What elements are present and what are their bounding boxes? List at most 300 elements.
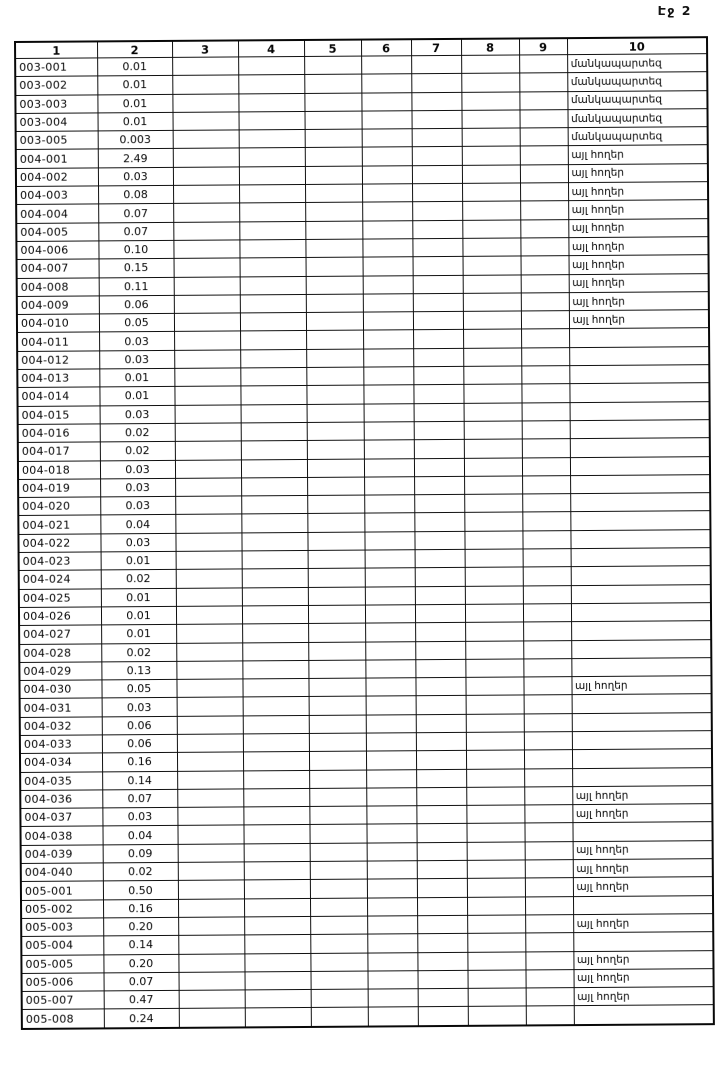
cell-col8-empty bbox=[461, 55, 519, 74]
cell-col8-empty bbox=[462, 146, 520, 165]
cell-col7-empty bbox=[415, 604, 465, 623]
cell-col5-empty bbox=[305, 239, 362, 258]
cell-col5-empty bbox=[310, 953, 367, 972]
cell-area-value: 0.01 bbox=[98, 112, 173, 131]
cell-area-value: 0.15 bbox=[99, 259, 174, 278]
cell-col9-empty bbox=[524, 750, 572, 769]
cell-parcel-code: 004-033 bbox=[20, 735, 102, 754]
cell-col6-empty bbox=[366, 733, 416, 752]
cell-parcel-code: 003-005 bbox=[16, 131, 98, 150]
cell-col3-empty bbox=[173, 130, 239, 149]
column-header-10: 10 bbox=[567, 37, 707, 54]
cell-col7-empty bbox=[414, 531, 464, 550]
cell-col9-empty bbox=[520, 164, 568, 183]
cell-land-use-note bbox=[572, 749, 712, 768]
cell-land-use-note bbox=[571, 548, 711, 567]
cell-col8-empty bbox=[464, 494, 522, 513]
cell-col6-empty bbox=[365, 586, 415, 605]
cell-col9-empty bbox=[522, 512, 570, 531]
cell-col7-empty bbox=[414, 494, 464, 513]
cell-col5-empty bbox=[307, 477, 364, 496]
cell-col8-empty bbox=[462, 220, 520, 239]
cell-col4-empty bbox=[243, 807, 309, 826]
cell-col6-empty bbox=[365, 568, 415, 587]
cell-col7-empty bbox=[417, 952, 467, 971]
cell-col5-empty bbox=[310, 898, 367, 917]
cell-col5-empty bbox=[305, 148, 362, 167]
cell-col6-empty bbox=[366, 769, 416, 788]
column-header-2: 2 bbox=[97, 41, 172, 58]
cell-col9-empty bbox=[521, 311, 569, 330]
cell-col4-empty bbox=[243, 770, 309, 789]
cell-col8-empty bbox=[465, 586, 523, 605]
cell-col4-empty bbox=[244, 935, 310, 954]
cell-col7-empty bbox=[414, 458, 464, 477]
cell-col5-empty bbox=[311, 1007, 368, 1026]
cell-col3-empty bbox=[176, 551, 242, 570]
cell-area-value: 0.01 bbox=[101, 606, 176, 625]
cell-col5-empty bbox=[310, 843, 367, 862]
cell-parcel-code: 004-016 bbox=[18, 424, 100, 443]
cell-col8-empty bbox=[462, 201, 520, 220]
cell-col5-empty bbox=[308, 642, 365, 661]
table-row bbox=[22, 1005, 714, 1029]
cell-col7-empty bbox=[415, 623, 465, 642]
cell-col5-empty bbox=[307, 513, 364, 532]
cell-col9-empty bbox=[522, 475, 570, 494]
cell-col5-empty bbox=[308, 678, 365, 697]
cell-col3-empty bbox=[172, 94, 238, 113]
column-header-4: 4 bbox=[238, 40, 304, 57]
cell-col4-empty bbox=[243, 752, 309, 771]
cell-col4-empty bbox=[245, 990, 311, 1009]
cell-col8-empty bbox=[466, 769, 524, 788]
cell-col9-empty bbox=[520, 201, 568, 220]
cell-col5-empty bbox=[308, 605, 365, 624]
cell-land-use-note: այլ հողեր bbox=[568, 182, 708, 201]
cell-col5-empty bbox=[308, 660, 365, 679]
cell-col9-empty bbox=[522, 494, 570, 513]
cell-col6-empty bbox=[361, 111, 411, 130]
cell-col4-empty bbox=[239, 166, 305, 185]
cell-col6-empty bbox=[361, 74, 411, 93]
cell-col9-empty bbox=[525, 951, 573, 970]
cell-col7-empty bbox=[412, 220, 462, 239]
cell-col5-empty bbox=[307, 440, 364, 459]
cell-col6-empty bbox=[364, 458, 414, 477]
cell-land-use-note bbox=[570, 456, 710, 475]
cell-col8-empty bbox=[465, 659, 523, 678]
cell-area-value: 0.04 bbox=[100, 515, 175, 534]
cell-col4-empty bbox=[239, 221, 305, 240]
cell-area-value: 0.05 bbox=[101, 679, 176, 698]
cell-col9-empty bbox=[520, 238, 568, 257]
cell-area-value: 0.03 bbox=[102, 698, 177, 717]
cell-parcel-code: 004-010 bbox=[17, 314, 99, 333]
cell-col8-empty bbox=[468, 1006, 526, 1025]
cell-col8-empty bbox=[467, 878, 525, 897]
cell-col4-empty bbox=[241, 477, 307, 496]
cell-col5-empty bbox=[307, 532, 364, 551]
cell-col3-empty bbox=[177, 734, 243, 753]
cell-land-use-note bbox=[572, 712, 712, 731]
cell-col3-empty bbox=[175, 478, 241, 497]
cell-col3-empty bbox=[173, 203, 239, 222]
column-header-7: 7 bbox=[411, 39, 461, 56]
cell-area-value: 2.49 bbox=[98, 149, 173, 168]
cell-col5-empty bbox=[306, 312, 363, 331]
cell-col9-empty bbox=[525, 969, 573, 988]
cell-col9-empty bbox=[520, 128, 568, 147]
cell-col4-empty bbox=[244, 916, 310, 935]
cell-parcel-code: 004-001 bbox=[16, 149, 98, 168]
cell-col6-empty bbox=[366, 751, 416, 770]
cell-parcel-code: 004-040 bbox=[21, 863, 103, 882]
cell-area-value: 0.01 bbox=[101, 625, 176, 644]
cell-col4-empty bbox=[243, 697, 309, 716]
cell-col5-empty bbox=[309, 806, 366, 825]
cell-col4-empty bbox=[240, 313, 306, 332]
cell-area-value: 0.20 bbox=[103, 917, 178, 936]
cell-col7-empty bbox=[414, 476, 464, 495]
cell-col3-empty bbox=[173, 112, 239, 131]
cell-col7-empty bbox=[412, 183, 462, 202]
cell-col9-empty bbox=[519, 91, 567, 110]
cell-col5-empty bbox=[305, 202, 362, 221]
cell-area-value: 0.16 bbox=[103, 899, 178, 918]
cell-col8-empty bbox=[463, 311, 521, 330]
cell-col9-empty bbox=[525, 841, 573, 860]
cell-area-value: 0.03 bbox=[100, 478, 175, 497]
cell-col8-empty bbox=[467, 933, 525, 952]
cell-col5-empty bbox=[304, 111, 361, 130]
cell-col3-empty bbox=[172, 57, 238, 76]
cell-parcel-code: 004-029 bbox=[19, 662, 101, 681]
cell-col4-empty bbox=[242, 605, 308, 624]
cell-col3-empty bbox=[173, 240, 239, 259]
cell-col7-empty bbox=[416, 696, 466, 715]
cell-parcel-code: 004-039 bbox=[21, 845, 103, 864]
cell-col4-empty bbox=[241, 422, 307, 441]
cell-col6-empty bbox=[363, 348, 413, 367]
cell-col6-empty bbox=[366, 788, 416, 807]
cell-col7-empty bbox=[414, 421, 464, 440]
cell-land-use-note bbox=[569, 383, 709, 402]
cell-land-use-note: մանկապարտեզ bbox=[567, 72, 707, 91]
cell-col3-empty bbox=[179, 972, 245, 991]
cell-col7-empty bbox=[415, 568, 465, 587]
cell-area-value: 0.02 bbox=[100, 442, 175, 461]
cell-land-use-note: այլ հողեր bbox=[573, 840, 713, 859]
cell-col3-empty bbox=[174, 331, 240, 350]
cell-col4-empty bbox=[240, 349, 306, 368]
cell-col8-empty bbox=[467, 915, 525, 934]
cell-area-value: 0.01 bbox=[97, 76, 172, 95]
cell-col3-empty bbox=[174, 350, 240, 369]
cell-area-value: 0.02 bbox=[100, 423, 175, 442]
cell-land-use-note bbox=[570, 493, 710, 512]
cell-col4-empty bbox=[241, 532, 307, 551]
cell-col4-empty bbox=[245, 1008, 311, 1027]
cell-col9-empty bbox=[526, 1006, 574, 1025]
cell-col6-empty bbox=[367, 861, 417, 880]
cell-col6-empty bbox=[368, 989, 418, 1008]
cell-area-value: 0.03 bbox=[99, 350, 174, 369]
cell-col4-empty bbox=[239, 130, 305, 149]
cell-col6-empty bbox=[362, 239, 412, 258]
cell-col7-empty bbox=[416, 714, 466, 733]
cell-col8-empty bbox=[463, 256, 521, 275]
cell-col3-empty bbox=[177, 770, 243, 789]
cell-col3-empty bbox=[175, 423, 241, 442]
cell-col4-empty bbox=[239, 148, 305, 167]
cell-col3-empty bbox=[174, 276, 240, 295]
cell-col6-empty bbox=[365, 605, 415, 624]
cell-col4-empty bbox=[240, 386, 306, 405]
cell-col9-empty bbox=[524, 805, 572, 824]
cell-land-use-note: այլ հողեր bbox=[573, 877, 713, 896]
cell-col5-empty bbox=[307, 495, 364, 514]
cell-parcel-code: 005-006 bbox=[22, 973, 104, 992]
cell-col6-empty bbox=[365, 550, 415, 569]
cell-col5-empty bbox=[311, 989, 368, 1008]
cell-col7-empty bbox=[412, 238, 462, 257]
cell-col3-empty bbox=[175, 405, 241, 424]
cell-parcel-code: 004-023 bbox=[19, 552, 101, 571]
cell-col3-empty bbox=[178, 862, 244, 881]
cell-area-value: 0.03 bbox=[100, 405, 175, 424]
cell-col7-empty bbox=[417, 897, 467, 916]
cell-col9-empty bbox=[521, 384, 569, 403]
cell-parcel-code: 004-024 bbox=[19, 570, 101, 589]
cell-col4-empty bbox=[242, 550, 308, 569]
cell-area-value: 0.01 bbox=[97, 57, 172, 76]
cell-col4-empty bbox=[239, 239, 305, 258]
cell-col7-empty bbox=[411, 74, 461, 93]
cell-parcel-code: 004-002 bbox=[16, 168, 98, 187]
cell-col6-empty bbox=[367, 897, 417, 916]
cell-col5-empty bbox=[308, 623, 365, 642]
cell-col3-empty bbox=[173, 148, 239, 167]
cell-col4-empty bbox=[242, 642, 308, 661]
cell-parcel-code: 005-007 bbox=[22, 991, 104, 1010]
cell-col4-empty bbox=[242, 660, 308, 679]
cell-col5-empty bbox=[309, 715, 366, 734]
column-header-6: 6 bbox=[361, 39, 411, 56]
cell-parcel-code: 004-020 bbox=[18, 497, 100, 516]
cell-land-use-note: այլ հողեր bbox=[573, 914, 713, 933]
cell-col9-empty bbox=[524, 695, 572, 714]
cell-area-value: 0.06 bbox=[102, 716, 177, 735]
cell-land-use-note: այլ հողեր bbox=[573, 950, 713, 969]
cell-parcel-code: 004-032 bbox=[20, 717, 102, 736]
cell-col7-empty bbox=[415, 549, 465, 568]
cell-area-value: 0.08 bbox=[98, 185, 173, 204]
cell-col4-empty bbox=[242, 624, 308, 643]
cell-land-use-note: այլ հողեր bbox=[569, 273, 709, 292]
cell-col6-empty bbox=[365, 641, 415, 660]
cell-col8-empty bbox=[461, 73, 519, 92]
cell-parcel-code: 004-006 bbox=[16, 241, 98, 260]
cell-col7-empty bbox=[416, 787, 466, 806]
cell-col8-empty bbox=[464, 512, 522, 531]
cell-col6-empty bbox=[363, 294, 413, 313]
cell-land-use-note bbox=[570, 511, 710, 530]
cell-parcel-code: 004-005 bbox=[16, 223, 98, 242]
cell-col9-empty bbox=[520, 219, 568, 238]
cell-col6-empty bbox=[363, 257, 413, 276]
cell-col5-empty bbox=[309, 788, 366, 807]
cell-parcel-code: 004-031 bbox=[20, 698, 102, 717]
cell-col7-empty bbox=[412, 202, 462, 221]
cell-col6-empty bbox=[367, 934, 417, 953]
cell-parcel-code: 004-011 bbox=[17, 332, 99, 351]
cell-col3-empty bbox=[173, 185, 239, 204]
column-header-5: 5 bbox=[304, 40, 361, 57]
cell-col9-empty bbox=[519, 110, 567, 129]
cell-col6-empty bbox=[362, 184, 412, 203]
cell-col6-empty bbox=[366, 696, 416, 715]
cell-col7-empty bbox=[412, 129, 462, 148]
cell-col5-empty bbox=[307, 459, 364, 478]
cell-col5-empty bbox=[306, 385, 363, 404]
cell-col6-empty bbox=[363, 275, 413, 294]
cell-col7-empty bbox=[416, 732, 466, 751]
cell-col4-empty bbox=[240, 276, 306, 295]
cell-col4-empty bbox=[241, 514, 307, 533]
cell-col6-empty bbox=[364, 513, 414, 532]
land-parcel-table bbox=[14, 36, 715, 1030]
cell-col6-empty bbox=[367, 952, 417, 971]
cell-col5-empty bbox=[310, 861, 367, 880]
cell-col9-empty bbox=[524, 823, 572, 842]
cell-land-use-note bbox=[571, 621, 711, 640]
cell-area-value: 0.07 bbox=[104, 972, 179, 991]
cell-land-use-note: այլ հողեր bbox=[568, 237, 708, 256]
cell-col3-empty bbox=[175, 496, 241, 515]
cell-land-use-note bbox=[570, 420, 710, 439]
cell-col7-empty bbox=[413, 293, 463, 312]
cell-col7-empty bbox=[411, 110, 461, 129]
cell-land-use-note bbox=[571, 566, 711, 585]
column-header-3: 3 bbox=[172, 40, 238, 57]
cell-parcel-code: 004-027 bbox=[19, 625, 101, 644]
cell-col3-empty bbox=[179, 990, 245, 1009]
cell-col3-empty bbox=[177, 807, 243, 826]
cell-col3-empty bbox=[176, 588, 242, 607]
cell-col9-empty bbox=[523, 604, 571, 623]
cell-col9-empty bbox=[521, 329, 569, 348]
cell-col7-empty bbox=[418, 1007, 468, 1026]
cell-area-value: 0.01 bbox=[101, 551, 176, 570]
cell-area-value: 0.16 bbox=[102, 753, 177, 772]
cell-col7-empty bbox=[413, 348, 463, 367]
cell-col4-empty bbox=[244, 843, 310, 862]
cell-area-value: 0.03 bbox=[102, 808, 177, 827]
cell-col7-empty bbox=[412, 147, 462, 166]
cell-area-value: 0.47 bbox=[104, 991, 179, 1010]
cell-land-use-note bbox=[571, 584, 711, 603]
cell-col5-empty bbox=[308, 568, 365, 587]
cell-col7-empty bbox=[416, 824, 466, 843]
cell-land-use-note: մանկապարտեզ bbox=[567, 54, 707, 73]
cell-col3-empty bbox=[177, 752, 243, 771]
cell-col4-empty bbox=[238, 93, 304, 112]
cell-land-use-note: այլ հողեր bbox=[573, 968, 713, 987]
cell-col9-empty bbox=[524, 768, 572, 787]
cell-land-use-note: այլ հողեր bbox=[573, 859, 713, 878]
cell-area-value: 0.11 bbox=[99, 277, 174, 296]
cell-parcel-code: 004-028 bbox=[19, 643, 101, 662]
cell-col3-empty bbox=[176, 642, 242, 661]
cell-col3-empty bbox=[175, 514, 241, 533]
cell-area-value: 0.03 bbox=[100, 497, 175, 516]
cell-land-use-note: այլ հողեր bbox=[568, 218, 708, 237]
cell-col9-empty bbox=[523, 549, 571, 568]
cell-col8-empty bbox=[466, 750, 524, 769]
cell-parcel-code: 004-030 bbox=[19, 680, 101, 699]
cell-col7-empty bbox=[416, 806, 466, 825]
cell-parcel-code: 005-005 bbox=[21, 954, 103, 973]
cell-col6-empty bbox=[363, 312, 413, 331]
cell-area-value: 0.03 bbox=[100, 460, 175, 479]
cell-col6-empty bbox=[363, 330, 413, 349]
cell-col3-empty bbox=[179, 1008, 245, 1027]
cell-area-value: 0.05 bbox=[99, 314, 174, 333]
cell-col9-empty bbox=[519, 73, 567, 92]
cell-col4-empty bbox=[238, 75, 304, 94]
cell-col8-empty bbox=[465, 677, 523, 696]
cell-area-value: 0.01 bbox=[101, 588, 176, 607]
cell-land-use-note bbox=[572, 694, 712, 713]
cell-col4-empty bbox=[243, 733, 309, 752]
cell-land-use-note: այլ հողեր bbox=[569, 255, 709, 274]
cell-col9-empty bbox=[521, 366, 569, 385]
cell-col7-empty bbox=[417, 934, 467, 953]
cell-parcel-code: 004-018 bbox=[18, 460, 100, 479]
cell-area-value: 0.07 bbox=[102, 789, 177, 808]
cell-land-use-note bbox=[570, 438, 710, 457]
column-header-9: 9 bbox=[519, 38, 567, 55]
cell-parcel-code: 004-013 bbox=[17, 369, 99, 388]
cell-col8-empty bbox=[466, 823, 524, 842]
cell-parcel-code: 004-025 bbox=[19, 589, 101, 608]
cell-col9-empty bbox=[522, 402, 570, 421]
cell-parcel-code: 004-022 bbox=[18, 534, 100, 553]
cell-col5-empty bbox=[306, 367, 363, 386]
cell-land-use-note bbox=[572, 767, 712, 786]
cell-col7-empty bbox=[411, 92, 461, 111]
cell-parcel-code: 005-001 bbox=[21, 881, 103, 900]
cell-col5-empty bbox=[308, 550, 365, 569]
cell-col3-empty bbox=[177, 697, 243, 716]
cell-col4-empty bbox=[242, 679, 308, 698]
cell-col7-empty bbox=[417, 842, 467, 861]
cell-col8-empty bbox=[466, 805, 524, 824]
cell-col8-empty bbox=[463, 293, 521, 312]
cell-col6-empty bbox=[365, 623, 415, 642]
cell-col9-empty bbox=[521, 274, 569, 293]
cell-col7-empty bbox=[413, 312, 463, 331]
cell-parcel-code: 005-002 bbox=[21, 900, 103, 919]
cell-col5-empty bbox=[306, 331, 363, 350]
cell-col9-empty bbox=[522, 457, 570, 476]
cell-col8-empty bbox=[467, 897, 525, 916]
cell-area-value: 0.01 bbox=[99, 387, 174, 406]
cell-land-use-note: մանկապարտեզ bbox=[567, 109, 707, 128]
cell-col5-empty bbox=[309, 825, 366, 844]
cell-col9-empty bbox=[525, 915, 573, 934]
